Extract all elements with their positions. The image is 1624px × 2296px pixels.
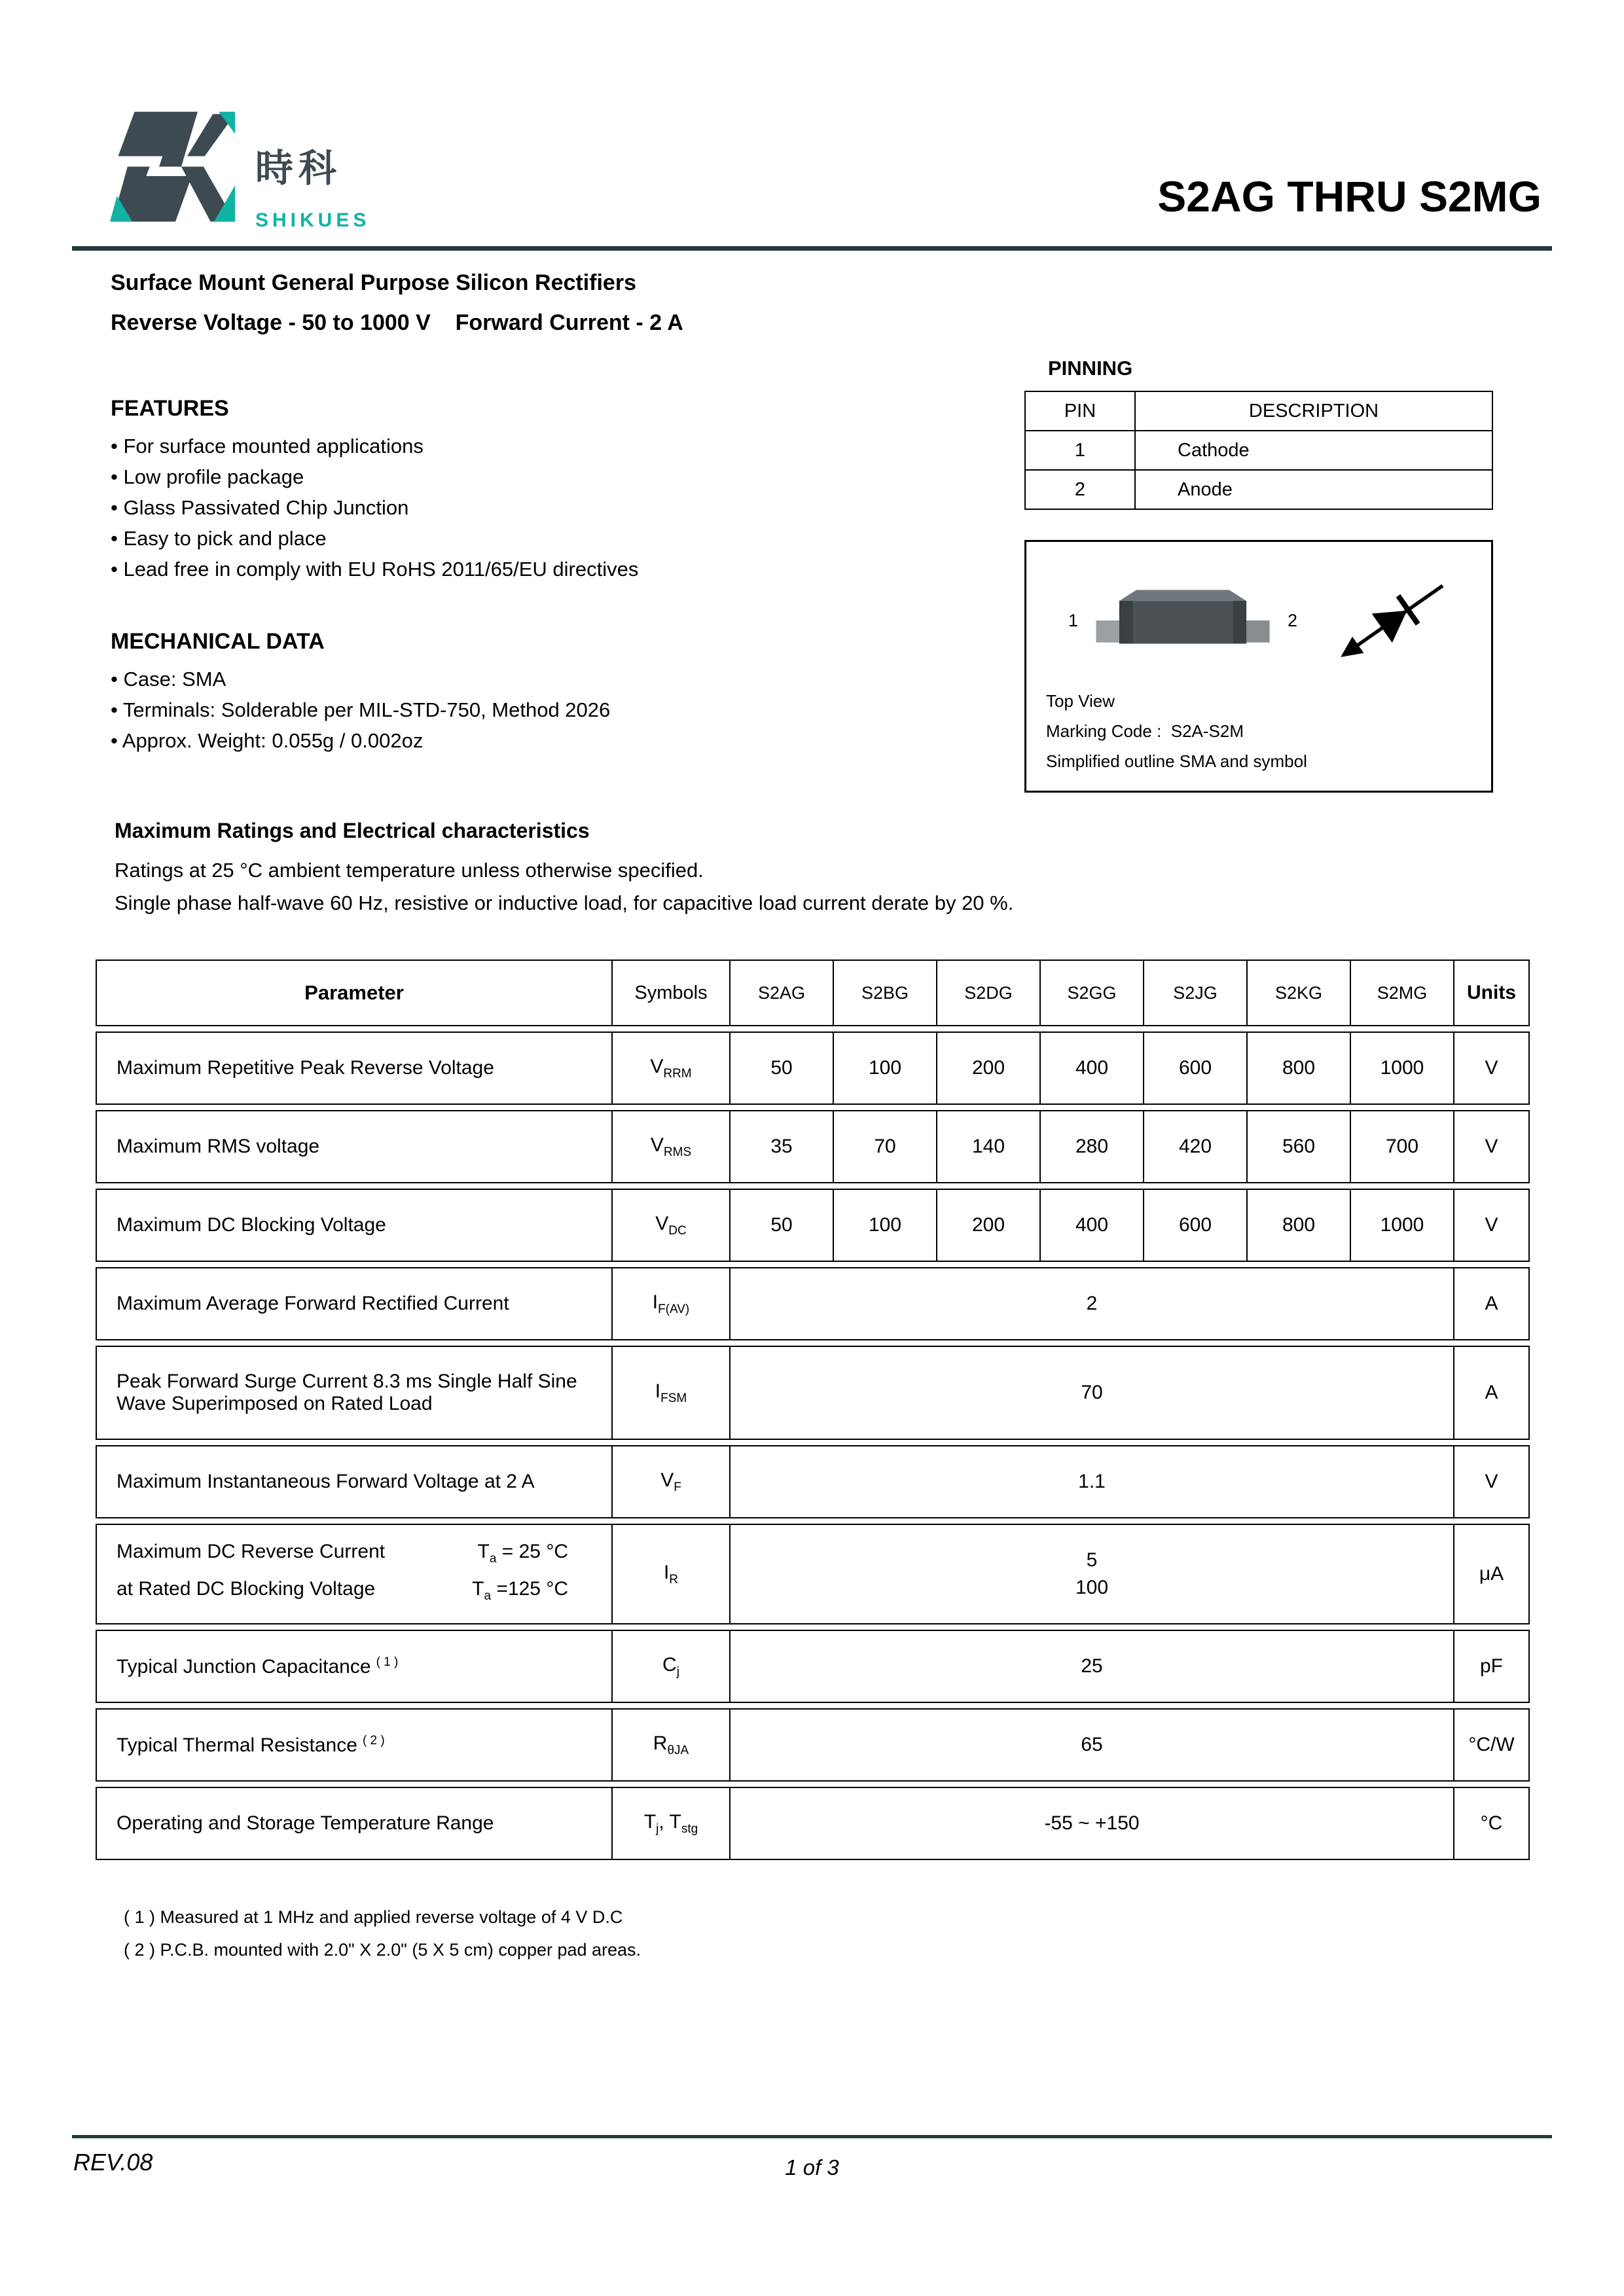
pin-description: Cathode (1135, 431, 1492, 470)
unit-cell: pF (1454, 1630, 1530, 1703)
value-cell: 70 (731, 1346, 1454, 1440)
value-cell: 600 (1144, 1189, 1248, 1262)
pin-table (1024, 391, 1493, 510)
table-row (96, 1267, 1530, 1340)
value-cell: 35 (731, 1110, 834, 1183)
value-cell: 65 (731, 1708, 1454, 1782)
parameter-cell: Maximum DC Reverse Current $T_a = 25$ °C at Rated DC Blocking Voltage $T_a =125$ °C (96, 1524, 613, 1624)
table-row (96, 1189, 1530, 1262)
subtitle-line1: Surface Mount General Purpose Silicon Rectifiers (111, 270, 636, 295)
parameter-cell: Typical Junction Capacitance $^{( 1 )}$ (96, 1630, 613, 1703)
symbol-cell: $I_{FSM}$ (613, 1346, 731, 1440)
value-cell: 25 (731, 1630, 1454, 1703)
value-cell: 600 (1144, 1031, 1248, 1105)
logo-chinese-name: 時科 (255, 147, 342, 190)
shikues-logo-mark-icon (110, 103, 236, 232)
mechanical-data-heading: MECHANICAL DATA (111, 629, 325, 654)
footer (72, 2135, 1552, 2185)
footer-row (72, 2149, 1552, 2185)
pin-number: 2 (1025, 470, 1135, 509)
pin-row (1025, 470, 1492, 509)
description-col-header: DESCRIPTION (1135, 391, 1492, 431)
value-cell: 2 (731, 1267, 1454, 1340)
feature-item: • Low profile package (111, 461, 1551, 492)
parameter-cell: Typical Thermal Resistance $^{( 2 )}$ (96, 1708, 613, 1782)
value-cell: 280 (1041, 1110, 1144, 1183)
pin-number: 1 (1025, 431, 1135, 470)
parameter-cell: Maximum RMS voltage (96, 1110, 613, 1183)
sma-package-graphic (1091, 584, 1274, 657)
value-cell: 1000 (1351, 1031, 1454, 1105)
parameter-cell: Peak Forward Surge Current 8.3 ms Single Half Sine Wave Superimposed on Rated Load (96, 1346, 613, 1440)
mechanical-item: • Approx. Weight: 0.055g / 0.002oz (111, 725, 1551, 756)
parameter-cell: Maximum DC Blocking Voltage (96, 1189, 613, 1262)
symbol-cell: $R_{\theta JA}$ (613, 1708, 731, 1782)
table-row (96, 1630, 1530, 1703)
symbol-cell: $V_{RMS}$ (613, 1110, 731, 1183)
col-header-device: S2AG (731, 960, 834, 1026)
ratings-heading: Maximum Ratings and Electrical characteristics (115, 819, 590, 842)
ratings-note-1: Ratings at 25 °C ambient temperature unless otherwise specified. (115, 859, 704, 882)
symbol-cell: $V_F$ (613, 1445, 731, 1518)
header-rule (72, 246, 1552, 251)
table-row (96, 1445, 1530, 1518)
value-cell: 50 (731, 1189, 834, 1262)
features-heading: FEATURES (111, 396, 229, 421)
value-cell: 200 (937, 1031, 1041, 1105)
footnote-2: ( 2 ) P.C.B. mounted with 2.0" X 2.0" (5 X 5 cm) copper pad areas. (124, 1940, 641, 1960)
value-cell: 100 (834, 1031, 937, 1105)
col-header-parameter: Parameter (96, 960, 613, 1026)
value-cell: 400 (1041, 1031, 1144, 1105)
parameter-cell: Maximum Average Forward Rectified Current (96, 1267, 613, 1340)
unit-cell: μA (1454, 1524, 1530, 1624)
symbol-cell: $I_R$ (613, 1524, 731, 1624)
top-view-label: Top View (1046, 691, 1115, 711)
ratings-table (96, 954, 1530, 1865)
col-header-device: S2BG (834, 960, 937, 1026)
diode-symbol-icon (1327, 575, 1458, 666)
col-header-device: S2DG (937, 960, 1041, 1026)
value-cell: 800 (1248, 1189, 1351, 1262)
ratings-section (73, 819, 1551, 1966)
part-number-title: S2AG THRU S2MG (1157, 172, 1542, 221)
unit-cell: A (1454, 1346, 1530, 1440)
table-row (96, 1346, 1530, 1440)
pinning-heading: PINNING (1048, 357, 1133, 380)
col-header-symbols: Symbols (613, 960, 731, 1026)
footnotes (124, 1901, 1551, 1966)
unit-cell: V (1454, 1445, 1530, 1518)
table-row (96, 1110, 1530, 1183)
value-cell: -55 ~ +150 (731, 1787, 1454, 1860)
feature-item: • Glass Passivated Chip Junction (111, 492, 1551, 523)
unit-cell: A (1454, 1267, 1530, 1340)
unit-cell: °C (1454, 1787, 1530, 1860)
pin2-label: 2 (1288, 610, 1298, 630)
brand-text (255, 103, 370, 232)
symbol-cell: $T_j$, $T_{stg}$ (613, 1787, 731, 1860)
col-header-device: S2GG (1041, 960, 1144, 1026)
value-cell: 800 (1248, 1031, 1351, 1105)
footnote-1: ( 1 ) Measured at 1 MHz and applied reverse voltage of 4 V D.C (124, 1907, 623, 1927)
symbol-cell: $V_{RRM}$ (613, 1031, 731, 1105)
value-cell: 1000 (1351, 1189, 1454, 1262)
parameter-cell: Maximum Repetitive Peak Reverse Voltage (96, 1031, 613, 1105)
unit-cell: V (1454, 1031, 1530, 1105)
page-number: 1 of 3 (785, 2155, 839, 2179)
feature-item: • Lead free in comply with EU RoHS 2011/65/EU directives (111, 554, 1551, 584)
table-row (96, 1524, 1530, 1624)
pin1-label: 1 (1068, 610, 1079, 630)
ratings-note-2: Single phase half-wave 60 Hz, resistive or inductive load, for capacitive load current derate by 20 %. (115, 891, 1014, 914)
pin-row (1025, 431, 1492, 470)
package-graphic-row (1026, 542, 1491, 666)
outline-caption: Simplified outline SMA and symbol (1046, 751, 1307, 771)
value-cell: 5 100 (731, 1524, 1454, 1624)
mechanical-item: • Terminals: Solderable per MIL-STD-750, Method 2026 (111, 694, 1551, 725)
subtitle-line2: Reverse Voltage - 50 to 1000 V Forward Current - 2 A (111, 310, 683, 335)
value-cell: 700 (1351, 1110, 1454, 1183)
col-header-device: S2JG (1144, 960, 1248, 1026)
value-cell: 70 (834, 1110, 937, 1183)
table-row (96, 1031, 1530, 1105)
value-cell: 140 (937, 1110, 1041, 1183)
unit-cell: °C/W (1454, 1708, 1530, 1782)
value-cell: 560 (1248, 1110, 1351, 1183)
value-cell: 400 (1041, 1189, 1144, 1262)
parameter-cell: Operating and Storage Temperature Range (96, 1787, 613, 1860)
marking-code-label: Marking Code : S2A-S2M (1046, 721, 1244, 741)
outline-captions (1046, 686, 1307, 776)
value-cell: 200 (937, 1189, 1041, 1262)
col-header-device: S2KG (1248, 960, 1351, 1026)
feature-item: • For surface mounted applications (111, 431, 1551, 461)
col-header-device: S2MG (1351, 960, 1454, 1026)
unit-cell: V (1454, 1110, 1530, 1183)
value-cell: 100 (834, 1189, 937, 1262)
mechanical-item: • Case: SMA (111, 664, 1551, 694)
value-cell: 50 (731, 1031, 834, 1105)
footer-rule (72, 2135, 1552, 2138)
symbol-cell: $C_j$ (613, 1630, 731, 1703)
pin-description: Anode (1135, 470, 1492, 509)
package-outline-box (1024, 540, 1493, 793)
parameter-cell: Maximum Instantaneous Forward Voltage at 2 A (96, 1445, 613, 1518)
table-row (96, 1708, 1530, 1782)
pin-table-header-row (1025, 391, 1492, 431)
value-cell: 420 (1144, 1110, 1248, 1183)
header (0, 0, 1624, 246)
col-header-units: Units (1454, 960, 1530, 1026)
table-header-row (96, 960, 1530, 1026)
unit-cell: V (1454, 1189, 1530, 1262)
revision-label: REV.08 (73, 2149, 153, 2176)
logo-english-name: SHIKUES (255, 209, 370, 231)
value-cell: 1.1 (731, 1445, 1454, 1518)
pinning-panel (1024, 357, 1493, 793)
brand-logo (110, 103, 370, 232)
pin-col-header: PIN (1025, 391, 1135, 431)
symbol-cell: $V_{DC}$ (613, 1189, 731, 1262)
feature-item: • Easy to pick and place (111, 523, 1551, 554)
symbol-cell: $I_{F(AV)}$ (613, 1267, 731, 1340)
table-row (96, 1787, 1530, 1860)
